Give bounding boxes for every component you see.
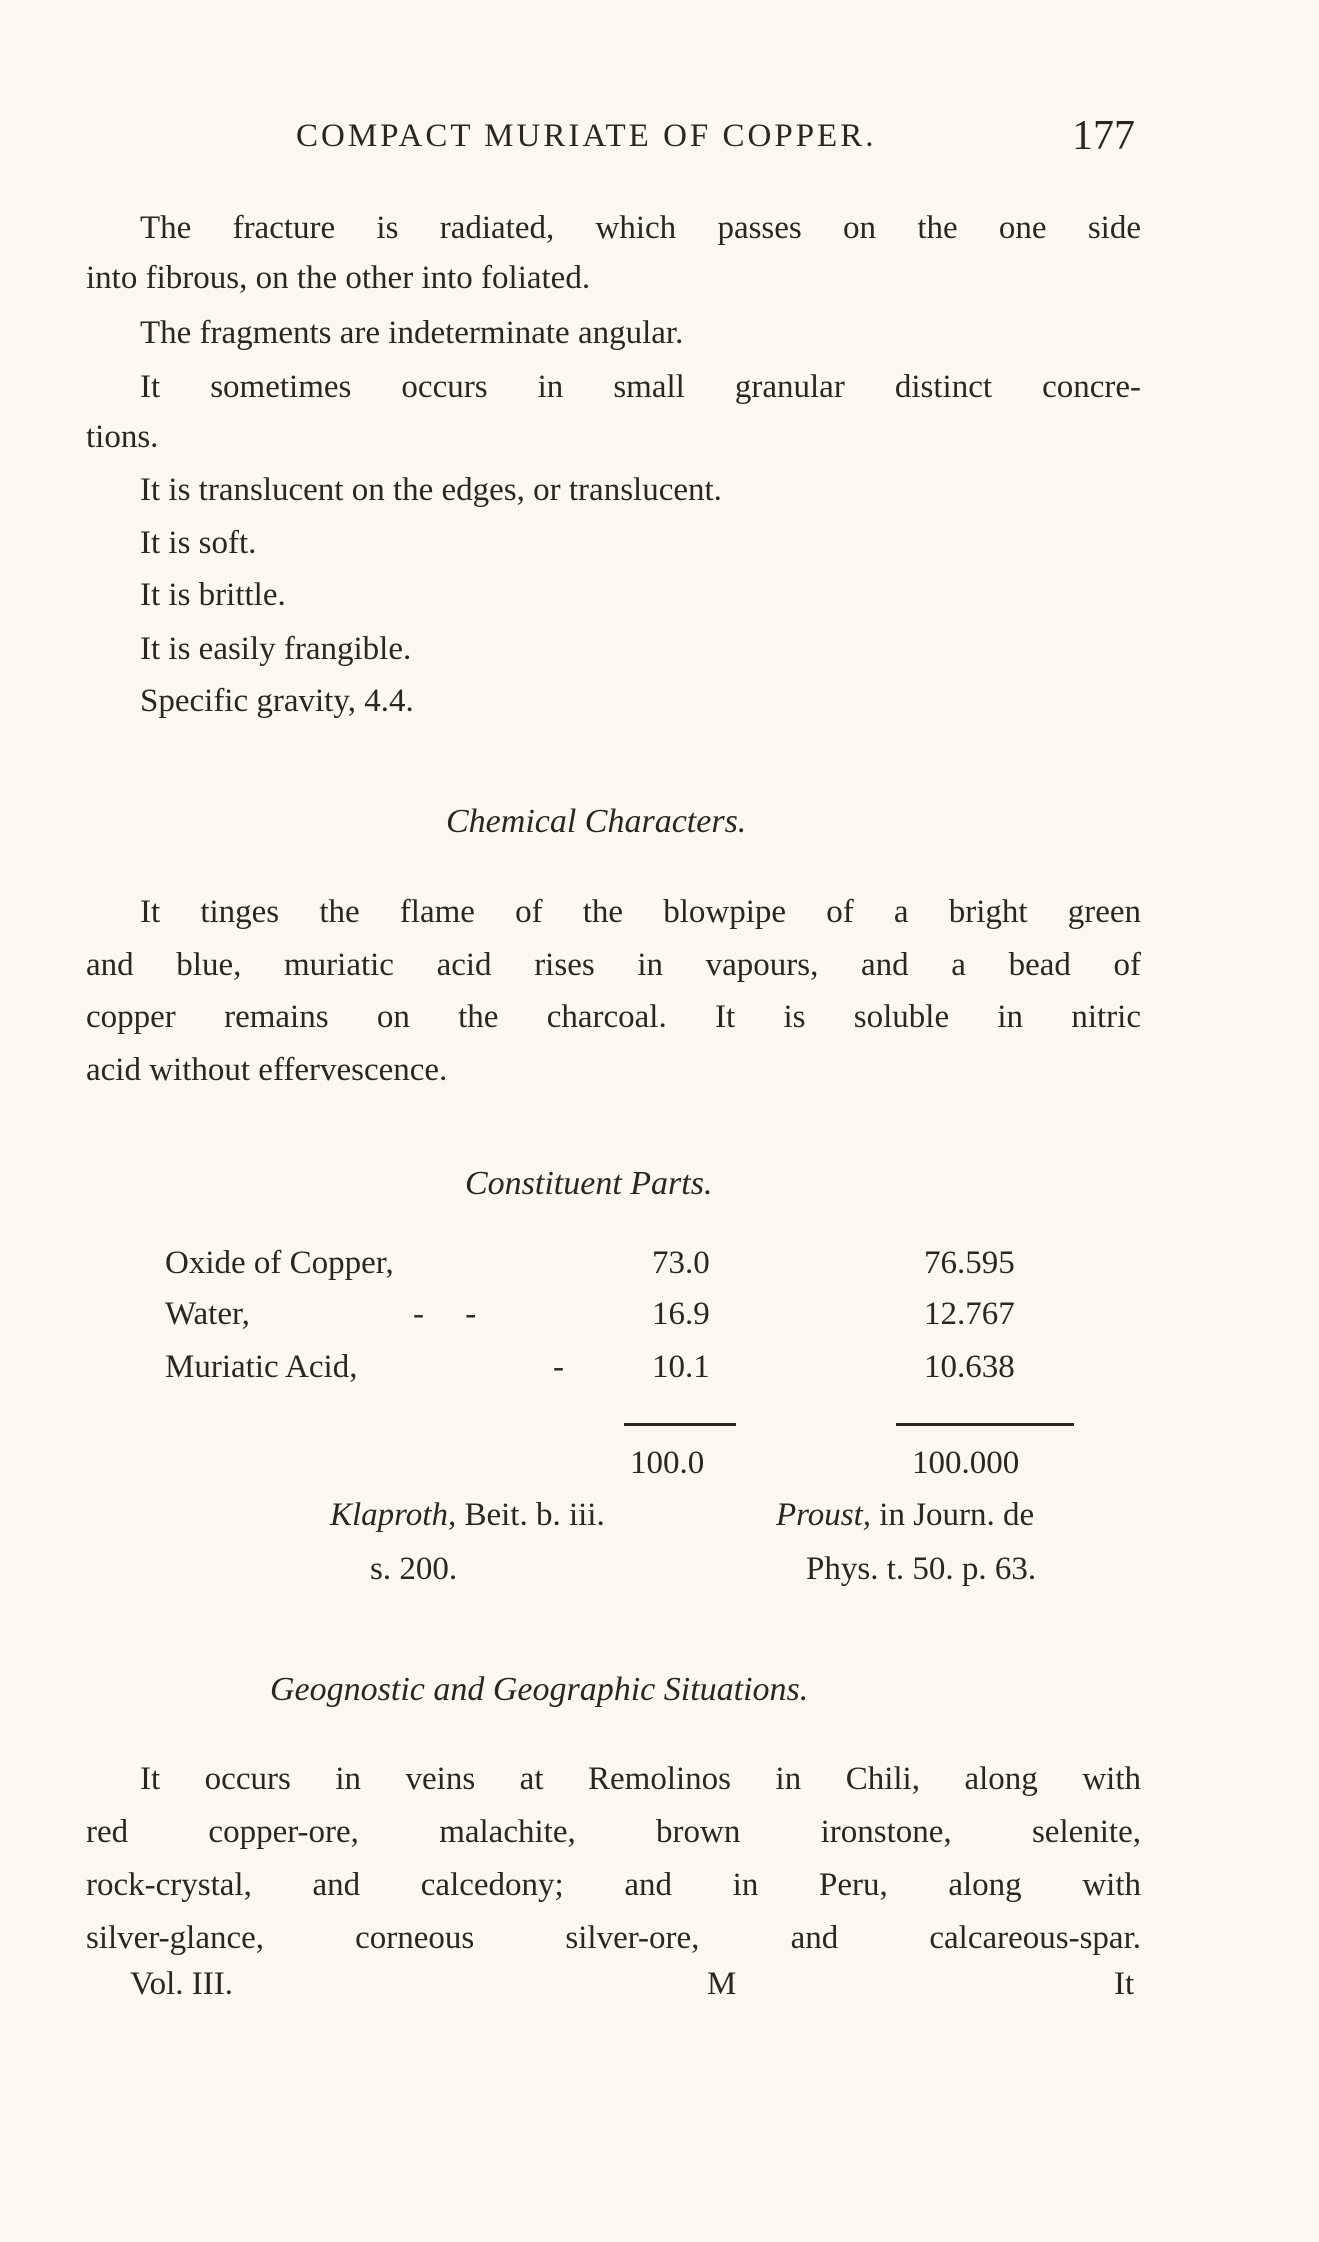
text-line: It tinges the flame of the blowpipe of a bright green <box>140 894 1141 930</box>
text-line: The fragments are indeterminate angular. <box>140 315 684 351</box>
source-proust <box>776 1497 1034 1534</box>
volume-label: Vol. III. <box>130 1966 233 2002</box>
source-author: Klaproth, <box>330 1497 457 1533</box>
klaproth-total: 100.0 <box>630 1445 705 1481</box>
text-line: It sometimes occurs in small granular distinct concre- <box>140 369 1141 405</box>
proust-value: 76.595 <box>924 1245 1015 1281</box>
klaproth-value: 16.9 <box>652 1296 710 1332</box>
source-proust-cont: Phys. t. 50. p. 63. <box>806 1551 1037 1587</box>
klaproth-value: 10.1 <box>652 1349 710 1385</box>
constituent-name: Water, <box>165 1296 250 1332</box>
constituent-name: Muriatic Acid, <box>165 1349 358 1385</box>
proust-total: 100.000 <box>912 1445 1020 1481</box>
text-line: Specific gravity, 4.4. <box>140 683 414 719</box>
text-line: silver-glance, corneous silver-ore, and calcareous-spar. <box>86 1920 1141 1956</box>
text-line: red copper-ore, malachite, brown ironstone, selenite, <box>86 1814 1141 1850</box>
proust-value: 10.638 <box>924 1349 1015 1385</box>
source-klaproth <box>330 1497 605 1534</box>
source-author: Proust, <box>776 1497 872 1533</box>
catchword: It <box>1114 1966 1135 2002</box>
text-line: copper remains on the charcoal. It is soluble in nitric <box>86 999 1141 1035</box>
text-line: and blue, muriatic acid rises in vapours, and a bead of <box>86 947 1141 983</box>
leader-dashes: - - <box>413 1296 477 1332</box>
source-klaproth-cont: s. 200. <box>370 1551 458 1587</box>
text-line: It is easily frangible. <box>140 631 412 667</box>
leader-dashes: - <box>553 1349 564 1385</box>
text-line: It is brittle. <box>140 577 286 613</box>
source-reference: in Journ. de <box>871 1497 1035 1533</box>
text-line: tions. <box>86 419 159 455</box>
text-line: It is soft. <box>140 525 257 561</box>
running-title: COMPACT MURIATE OF COPPER. <box>296 118 877 154</box>
geognostic-heading: Geognostic and Geographic Situations. <box>270 1671 809 1708</box>
text-line: into fibrous, on the other into foliated. <box>86 260 591 296</box>
constituents-heading: Constituent Parts. <box>465 1165 713 1202</box>
sum-rule-proust <box>896 1423 1074 1426</box>
text-line: The fracture is radiated, which passes on the one side <box>140 210 1141 246</box>
sum-rule-klaproth <box>624 1423 736 1426</box>
constituent-name: Oxide of Copper, <box>165 1245 394 1281</box>
text-line: It occurs in veins at Remolinos in Chili, along with <box>140 1761 1141 1797</box>
source-reference: Beit. b. iii. <box>456 1497 605 1533</box>
text-line: It is translucent on the edges, or translucent. <box>140 472 722 508</box>
page-number: 177 <box>1072 113 1135 159</box>
text-line: acid without effervescence. <box>86 1052 448 1088</box>
chemical-heading: Chemical Characters. <box>446 803 747 840</box>
text-line: rock-crystal, and calcedony; and in Peru, along with <box>86 1867 1141 1903</box>
proust-value: 12.767 <box>924 1296 1015 1332</box>
signature-mark: M <box>707 1966 737 2002</box>
klaproth-value: 73.0 <box>652 1245 710 1281</box>
